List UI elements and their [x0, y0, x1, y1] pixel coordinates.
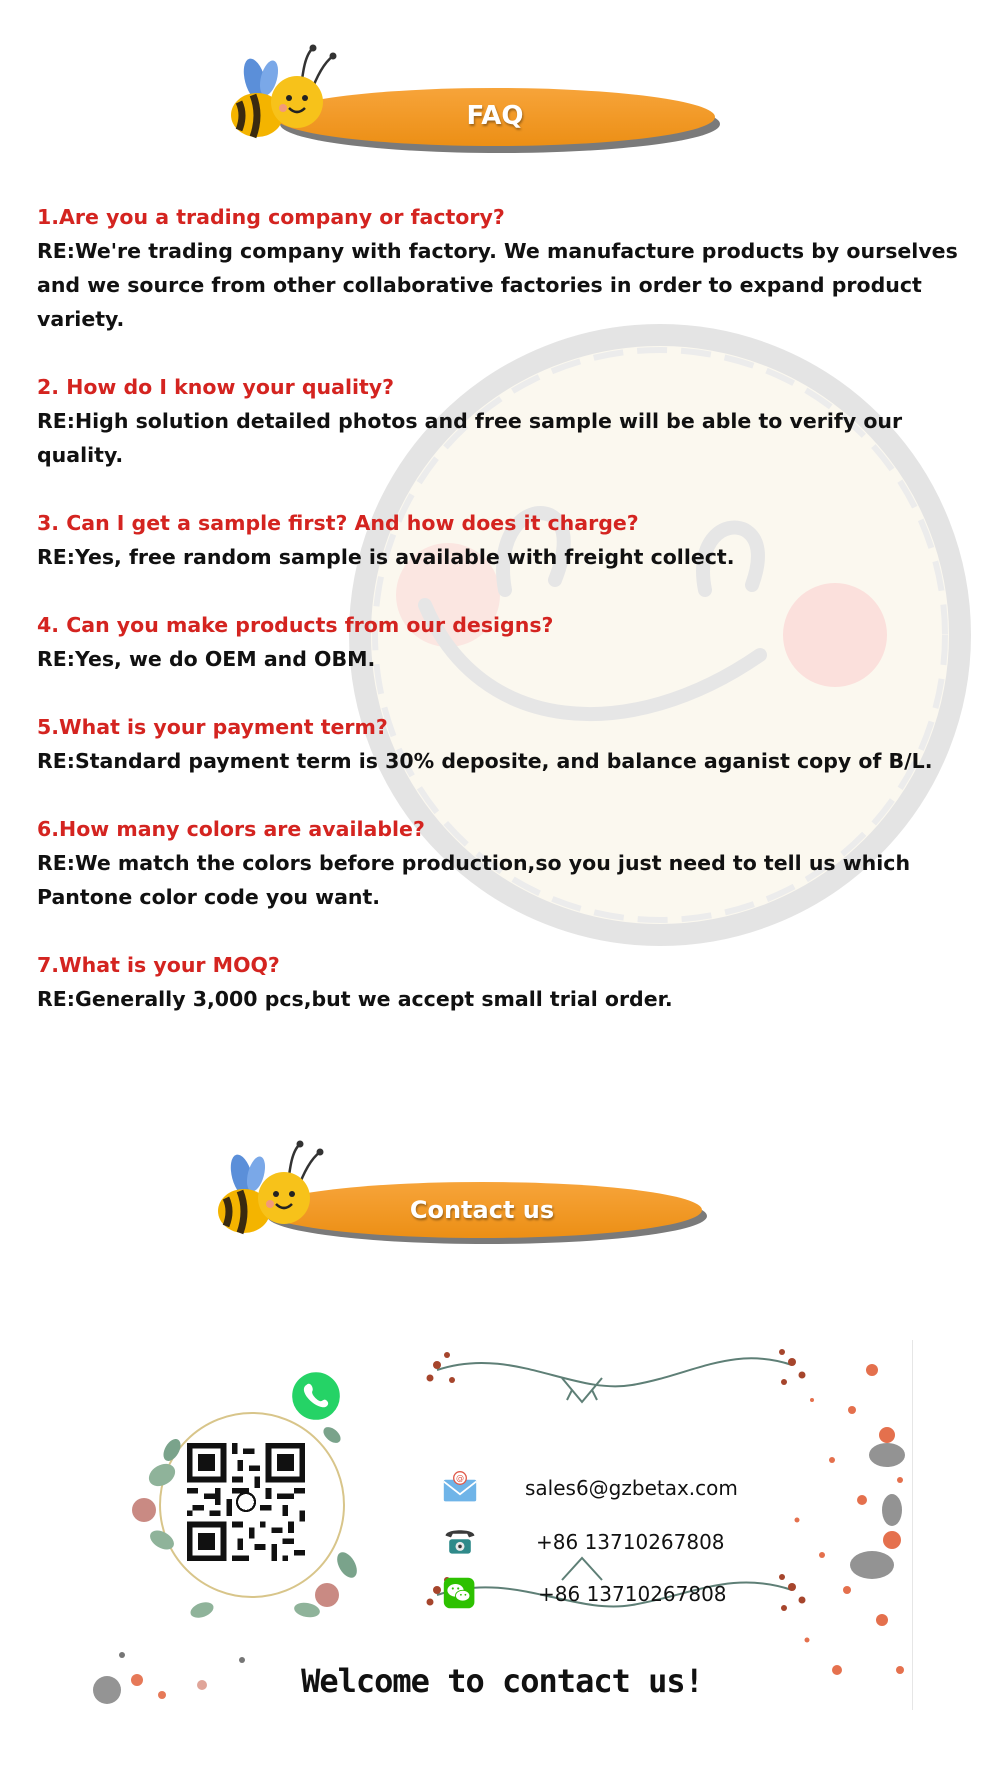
telephone-icon: [442, 1524, 478, 1558]
faq-question: 5.What is your payment term?: [37, 715, 388, 739]
contact-banner: [212, 1130, 712, 1250]
faq-answer: RE:Standard payment term is 30% deposite, and balance aganist copy of B/L.: [37, 749, 933, 773]
contact-phone-row: [92, 1522, 912, 1562]
vine-top: [437, 1358, 792, 1402]
welcome-text: Welcome to contact us!: [301, 1662, 703, 1700]
faq-item: [37, 608, 982, 676]
email-icon: [442, 1470, 478, 1504]
faq-answer: RE:We match the colors before production,so you just need to tell us which Pantone color code you want.: [37, 851, 911, 909]
faq-question: 4. Can you make products from our designs?: [37, 613, 554, 637]
faq-banner-title: FAQ: [466, 101, 524, 131]
faq-item: [37, 200, 982, 336]
faq-answer: RE:We're trading company with factory. We manufacture products by ourselves and we source from other collaborative factories in order to expand product variety.: [37, 239, 958, 331]
contact-wechat-row: [92, 1574, 912, 1614]
faq-question: 1.Are you a trading company or factory?: [37, 205, 505, 229]
contact-email[interactable]: sales6@gzbetax.com: [525, 1476, 738, 1500]
faq-item: [37, 948, 982, 1016]
faq-banner: [225, 40, 725, 160]
bee-icon: [212, 1136, 332, 1246]
faq-answer: RE:Yes, free random sample is available with freight collect.: [37, 545, 735, 569]
contact-email-row: [92, 1468, 912, 1508]
contact-card: [92, 1340, 913, 1710]
faq-question: 3. Can I get a sample first? And how does it charge?: [37, 511, 639, 535]
wechat-icon: [442, 1576, 478, 1610]
faq-question: 7.What is your MOQ?: [37, 953, 280, 977]
contact-phone[interactable]: +86 13710267808: [536, 1530, 725, 1554]
contact-banner-title: Contact us: [409, 1196, 555, 1224]
faq-item: [37, 506, 982, 574]
faq-answer: RE:High solution detailed photos and free sample will be able to verify our quality.: [37, 409, 903, 467]
svg-text:@: @: [455, 1472, 465, 1483]
faq-answer: RE:Generally 3,000 pcs,but we accept small trial order.: [37, 987, 673, 1011]
faq-item: [37, 812, 982, 914]
bee-icon: [225, 40, 345, 150]
contact-wechat[interactable]: +86 13710267808: [538, 1582, 727, 1606]
faq-question: 2. How do I know your quality?: [37, 375, 395, 399]
faq-list: [37, 200, 982, 1050]
whatsapp-icon: [288, 1368, 344, 1424]
faq-item: [37, 370, 982, 472]
faq-question: 6.How many colors are available?: [37, 817, 425, 841]
faq-answer: RE:Yes, we do OEM and OBM.: [37, 647, 376, 671]
faq-item: [37, 710, 982, 778]
